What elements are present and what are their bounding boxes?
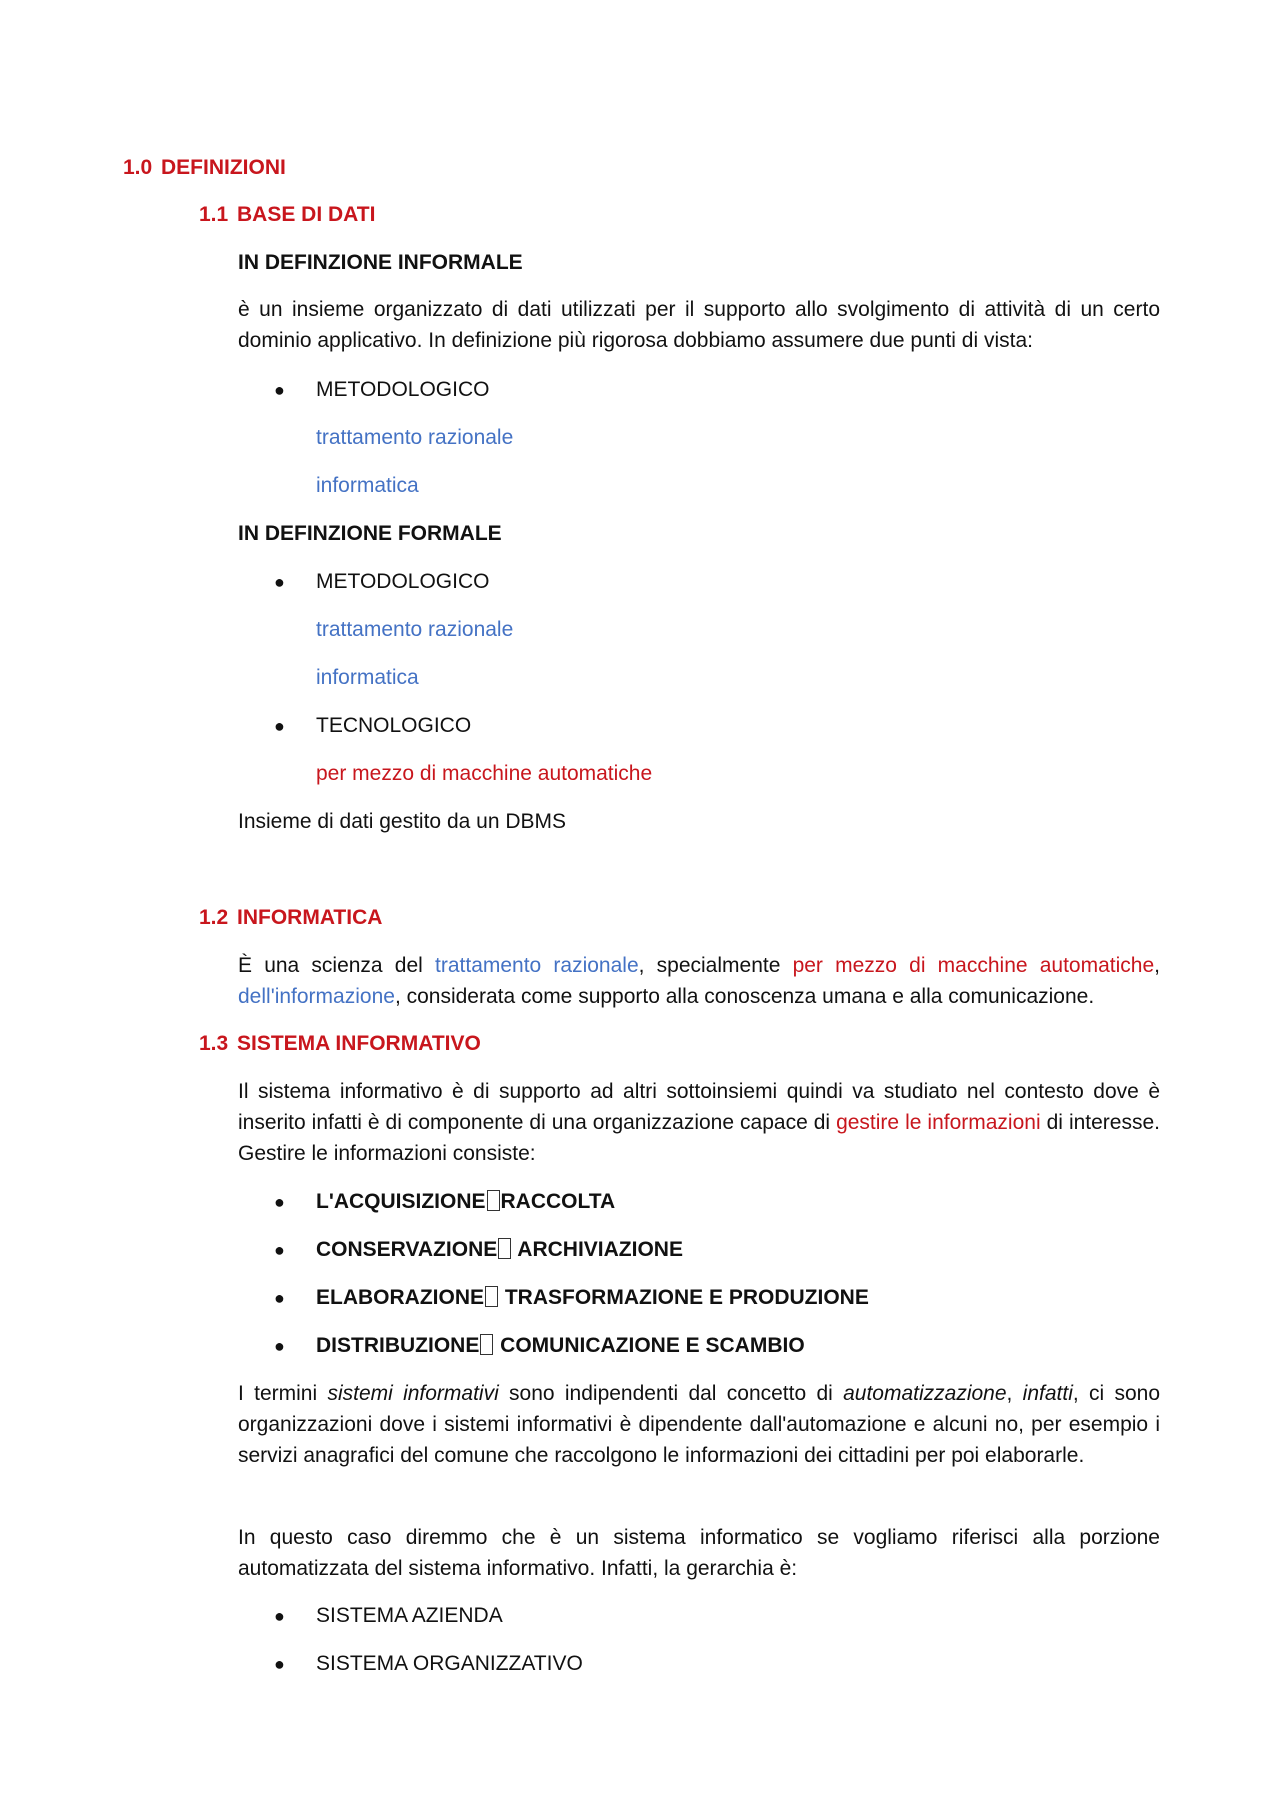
- missing-glyph-icon: [480, 1334, 493, 1355]
- list-item: ● SISTEMA ORGANIZZATIVO: [238, 1652, 583, 1676]
- bullet-icon: ●: [274, 1606, 285, 1626]
- informatica-definition-line-1: È una scienza del trattamento razionale, specialmente per mezzo di macchine automatiche,: [238, 954, 1160, 977]
- formal-definition-heading: IN DEFINZIONE FORMALE: [238, 522, 502, 545]
- section-heading-informatica: 1.2 INFORMATICA: [199, 906, 383, 929]
- section-heading-definizioni: 1.0 DEFINIZIONI: [123, 156, 286, 179]
- list-item: ● DISTRIBUZIONE COMUNICAZIONE E SCAMBIO: [238, 1334, 805, 1358]
- list-item: ● L'ACQUISIZIONE RACCOLTA: [238, 1190, 615, 1214]
- bullet-icon: ●: [274, 1654, 285, 1674]
- list-item: ● ELABORAZIONE TRASFORMAZIONE E PRODUZIONE: [238, 1286, 869, 1310]
- section-heading-sistema-informativo: 1.3 SISTEMA INFORMATIVO: [199, 1032, 481, 1055]
- informatica-definition-line-2: dell'informazione, considerata come supporto alla conoscenza umana e alla comunicazione.: [238, 985, 1095, 1008]
- list-subitem: informatica: [316, 666, 419, 689]
- section-heading-base-di-dati: 1.1 BASE DI DATI: [199, 203, 376, 226]
- list-subitem: trattamento razionale: [316, 618, 514, 641]
- sistema-informativo-intro: Il sistema informativo è di supporto ad altri sottoinsiemi quindi va studiato nel contesto dove è inserito infatti è di componente di una organizzazione capace di gestire le informazioni di interesse. Gestire le informazioni consiste:: [238, 1080, 1160, 1165]
- missing-glyph-icon: [498, 1238, 511, 1259]
- bullet-icon: ●: [274, 716, 285, 736]
- bullet-icon: ●: [274, 380, 285, 400]
- list-item: ● SISTEMA AZIENDA: [238, 1604, 503, 1628]
- bullet-icon: ●: [274, 572, 285, 592]
- missing-glyph-icon: [487, 1190, 500, 1211]
- informal-definition-heading: IN DEFINZIONE INFORMALE: [238, 251, 523, 274]
- base-di-dati-closing-text: Insieme di dati gestito da un DBMS: [238, 810, 567, 833]
- list-subitem: informatica: [316, 474, 419, 497]
- informal-definition-text: è un insieme organizzato di dati utilizzati per il supporto allo svolgimento di attività di un certo dominio applicativo. In definizione più rigorosa dobbiamo assumere due punti di vista:: [238, 298, 1160, 352]
- missing-glyph-icon: [485, 1286, 498, 1307]
- list-item: ● TECNOLOGICO: [238, 714, 471, 738]
- bullet-icon: ●: [274, 1288, 285, 1308]
- bullet-icon: ●: [274, 1240, 285, 1260]
- list-subitem: trattamento razionale: [316, 426, 514, 449]
- list-item: ● METODOLOGICO: [238, 570, 489, 594]
- list-item: ● METODOLOGICO: [238, 378, 489, 402]
- sistema-informativo-paragraph-2: I termini sistemi informativi sono indipendenti dal concetto di automatizzazione, infatti, ci sono organizzazioni dove i sistemi informativi è dipendente dall'automazione e alcuni no, per esempio i servizi anagrafici del comune che raccolgono le informazioni dei cittadini per poi elaborarle.: [238, 1382, 1160, 1467]
- bullet-icon: ●: [274, 1192, 285, 1212]
- list-subitem: per mezzo di macchine automatiche: [316, 762, 653, 785]
- list-item: ● CONSERVAZIONE ARCHIVIAZIONE: [238, 1238, 683, 1262]
- sistema-informativo-paragraph-3: In questo caso diremmo che è un sistema informatico se vogliamo riferisci alla porzione automatizzata del sistema informativo. Infatti, la gerarchia è:: [238, 1526, 1160, 1580]
- bullet-icon: ●: [274, 1336, 285, 1356]
